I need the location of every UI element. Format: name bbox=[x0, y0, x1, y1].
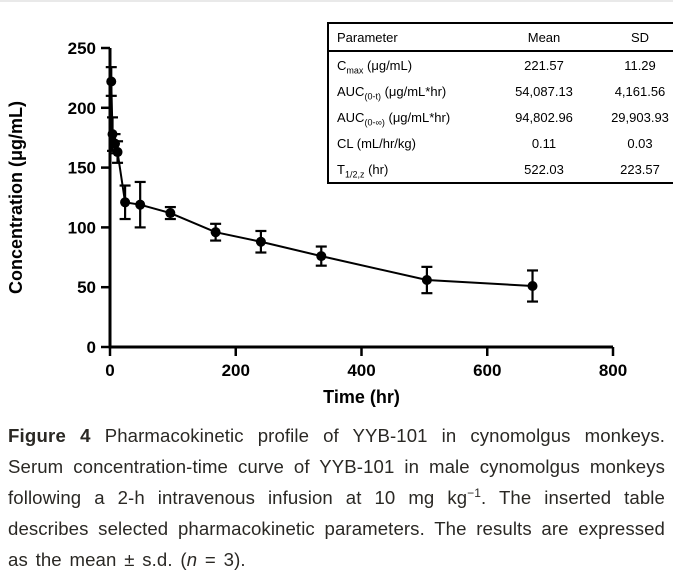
table-header-row bbox=[328, 23, 673, 51]
sd-cell: 0.03 bbox=[627, 136, 653, 151]
col-header-parameter: Parameter bbox=[328, 23, 491, 51]
data-point-marker bbox=[113, 147, 123, 157]
caption-figure-label: Figure 4 bbox=[8, 425, 91, 446]
mean-cell: 221.57 bbox=[524, 58, 564, 73]
data-point-marker bbox=[316, 251, 326, 261]
parameter-cell: $C_{max}$ (μg/mL) bbox=[337, 58, 413, 76]
col-header-sd: SD bbox=[597, 23, 673, 51]
caption-text-1: Pharmacokinetic profile of YYB-101 in cynomolgus monkeys. Serum concentration-time curve of YYB-101 in male cynomolgus monkeys following a 2-h intravenous infusion at 10 mg kg bbox=[8, 425, 665, 508]
x-tick-label: 800 bbox=[598, 361, 628, 380]
caption-superscript: −1 bbox=[467, 485, 482, 500]
data-point-marker bbox=[256, 237, 266, 247]
table-row bbox=[328, 78, 673, 104]
figure-caption bbox=[8, 420, 665, 575]
y-tick-label: 150 bbox=[67, 158, 96, 178]
col-header-mean: Mean bbox=[491, 23, 597, 51]
data-point-marker bbox=[135, 200, 145, 210]
caption-text-3: = 3). bbox=[197, 549, 246, 570]
caption-text-2: . The inserted table describes selected pharmacokinetic parameters. The results are expressed as the mean ± s.d. ( bbox=[8, 487, 665, 570]
y-tick-label: 100 bbox=[67, 218, 96, 238]
data-point-marker bbox=[528, 281, 538, 291]
table-row bbox=[328, 51, 673, 78]
table-row bbox=[328, 104, 673, 130]
sd-cell: 11.29 bbox=[624, 58, 656, 73]
parameter-cell: CL (mL/hr/kg) bbox=[337, 136, 416, 151]
mean-cell: 0.11 bbox=[531, 136, 557, 151]
mean-cell: 54,087.13 bbox=[515, 84, 573, 99]
x-tick-label: 400 bbox=[347, 361, 376, 380]
data-point-marker bbox=[108, 129, 118, 139]
mean-cell: 522.03 bbox=[524, 162, 564, 177]
y-tick-label: 50 bbox=[77, 278, 96, 298]
parameter-cell: $AUC_{(0-t)}$ (μg/mL*hr) bbox=[337, 84, 447, 102]
y-axis-label: Concentration (μg/mL) bbox=[6, 101, 26, 294]
data-point-marker bbox=[120, 197, 130, 207]
sd-cell: 223.57 bbox=[620, 162, 660, 177]
table-row bbox=[328, 130, 673, 156]
data-point-marker bbox=[422, 275, 432, 285]
parameter-cell: $AUC_{(0-\infty)}$ (μg/mL*hr) bbox=[337, 110, 451, 128]
data-point-marker bbox=[106, 76, 116, 86]
y-tick-label: 0 bbox=[86, 338, 96, 357]
sd-cell: 29,903.93 bbox=[611, 110, 669, 125]
x-tick-label: 600 bbox=[473, 361, 502, 380]
caption-n-italic: n bbox=[186, 549, 198, 570]
parameter-cell: $T_{1/2,z}$ (hr) bbox=[337, 162, 389, 180]
table-row bbox=[328, 156, 673, 183]
y-tick-label: 250 bbox=[67, 39, 96, 58]
sd-cell: 4,161.56 bbox=[614, 84, 666, 99]
y-tick-label: 200 bbox=[67, 98, 96, 118]
inset-table-body bbox=[328, 51, 673, 183]
data-point-marker bbox=[165, 208, 175, 218]
x-tick-label: 200 bbox=[221, 361, 250, 380]
x-tick-label: 0 bbox=[105, 361, 115, 380]
pk-parameters-table bbox=[327, 22, 673, 184]
x-axis-label: Time (hr) bbox=[323, 387, 400, 407]
data-point-marker bbox=[211, 227, 221, 237]
mean-cell: 94,802.96 bbox=[515, 110, 573, 125]
